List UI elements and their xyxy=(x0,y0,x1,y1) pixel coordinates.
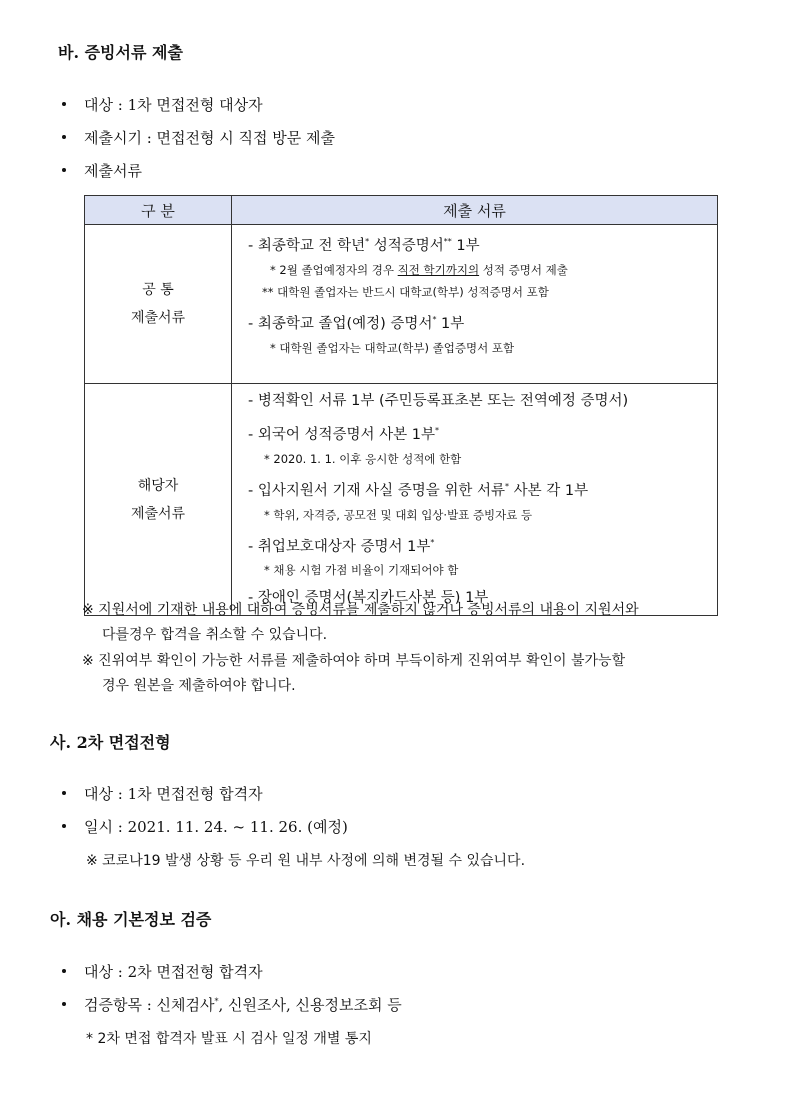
table-header-row xyxy=(85,196,718,225)
remark-1-line1: ※ 지원서에 기재한 내용에 대하여 증빙서류를 제출하지 않거나 증빙서류의 내용이 지원서와 xyxy=(82,602,639,618)
bullet-text: 대상 : 1차 면접전형 대상자 xyxy=(84,96,263,114)
remark-2-line2: 경우 원본을 제출하여야 합니다. xyxy=(102,678,296,694)
list-note: * 채용 시험 가점 비율이 기재되어야 함 xyxy=(264,563,459,578)
list-note: * 학위, 자격증, 공모전 및 대회 입상·발표 증빙자료 등 xyxy=(264,507,533,522)
bullet-text: 제출시기 : 면접전형 시 직접 방문 제출 xyxy=(84,129,336,147)
category-label: 공 통 xyxy=(142,282,174,298)
bullet-dot xyxy=(62,969,66,973)
list-note: * 2월 졸업예정자의 경우 직전 학기까지의 성적 증명서 제출 xyxy=(270,262,568,277)
bullet-target xyxy=(62,94,263,115)
list-note: * 2020. 1. 1. 이후 응시한 성적에 한함 xyxy=(264,451,462,466)
bullet-dot xyxy=(62,168,66,172)
bullet-text: 일시 : 2021. 11. 24. ~ 11. 26. (예정) xyxy=(84,818,348,836)
section-heading-ba: 바. 증빙서류 제출 xyxy=(58,43,183,62)
list-item: - 외국어 성적증명서 사본 1부* xyxy=(248,426,439,443)
category-specific xyxy=(85,384,232,616)
section-heading-sa: 사. 2차 면접전형 xyxy=(50,733,171,752)
bullet-text: 대상 : 1차 면접전형 합격자 xyxy=(84,785,263,803)
bullet-dot xyxy=(62,135,66,139)
category-label: 해당자 xyxy=(137,477,179,494)
list-item: - 최종학교 졸업(예정) 증명서* 1부 xyxy=(248,314,465,332)
list-note: ** 대학원 졸업자는 반드시 대학교(학부) 성적증명서 포함 xyxy=(262,284,549,299)
bullet-documents xyxy=(62,160,142,181)
category-label: 제출서류 xyxy=(130,310,186,326)
table-row-common xyxy=(85,225,718,384)
header-documents: 제출 서류 xyxy=(232,196,718,225)
bullet-text: 대상 : 2차 면접전형 합격자 xyxy=(84,963,263,981)
header-category: 구 분 xyxy=(85,196,232,225)
schedule-note: ※ 코로나19 발생 상황 등 우리 원 내부 사정에 의해 변경될 수 있습니다. xyxy=(86,853,526,869)
list-item: - 장애인 증명서(복지카드사본 등) 1부 xyxy=(248,590,489,607)
documents-table xyxy=(84,195,718,616)
list-item: - 병적확인 서류 1부 (주민등록표초본 또는 전역예정 증명서) xyxy=(248,393,629,409)
section-heading-a: 아. 채용 기본정보 검증 xyxy=(50,910,212,929)
bullet-text: 제출서류 xyxy=(84,162,142,180)
specific-documents xyxy=(232,384,718,616)
bullet-verification: 검증항목 : 신체검사*, 신원조사, 신용정보조회 등 xyxy=(62,994,402,1015)
category-common xyxy=(85,225,232,384)
bullet-target xyxy=(62,961,263,982)
verification-note: * 2차 면접 합격자 발표 시 검사 일정 개별 통지 xyxy=(86,1031,372,1047)
common-documents xyxy=(232,225,718,384)
table-row-specific xyxy=(85,384,718,616)
bullet-text: 검증항목 : 신체검사 xyxy=(84,996,215,1014)
bullet-dot xyxy=(62,102,66,106)
category-label: 제출서류 xyxy=(130,505,186,522)
list-note: * 대학원 졸업자는 대학교(학부) 졸업증명서 포함 xyxy=(270,340,515,355)
bullet-dot xyxy=(62,791,66,795)
list-item: - 취업보호대상자 증명서 1부* xyxy=(248,537,435,555)
list-item: - 최종학교 전 학년* 성적증명서** 1부 xyxy=(248,237,480,254)
bullet-text: , 신원조사, 신용정보조회 등 xyxy=(218,996,402,1014)
list-item: - 입사지원서 기재 사실 증명을 위한 서류* 사본 각 1부 xyxy=(248,481,589,499)
bullet-schedule xyxy=(62,816,348,837)
remark-2-line1: ※ 진위여부 확인이 가능한 서류를 제출하여야 하며 부득이하게 진위여부 확인이 불가능할 xyxy=(82,653,626,669)
bullet-timing xyxy=(62,127,335,148)
remark-1-line2: 다를경우 합격을 취소할 수 있습니다. xyxy=(102,627,328,643)
bullet-target xyxy=(62,783,263,804)
bullet-dot xyxy=(62,824,66,828)
bullet-dot xyxy=(62,1002,66,1006)
